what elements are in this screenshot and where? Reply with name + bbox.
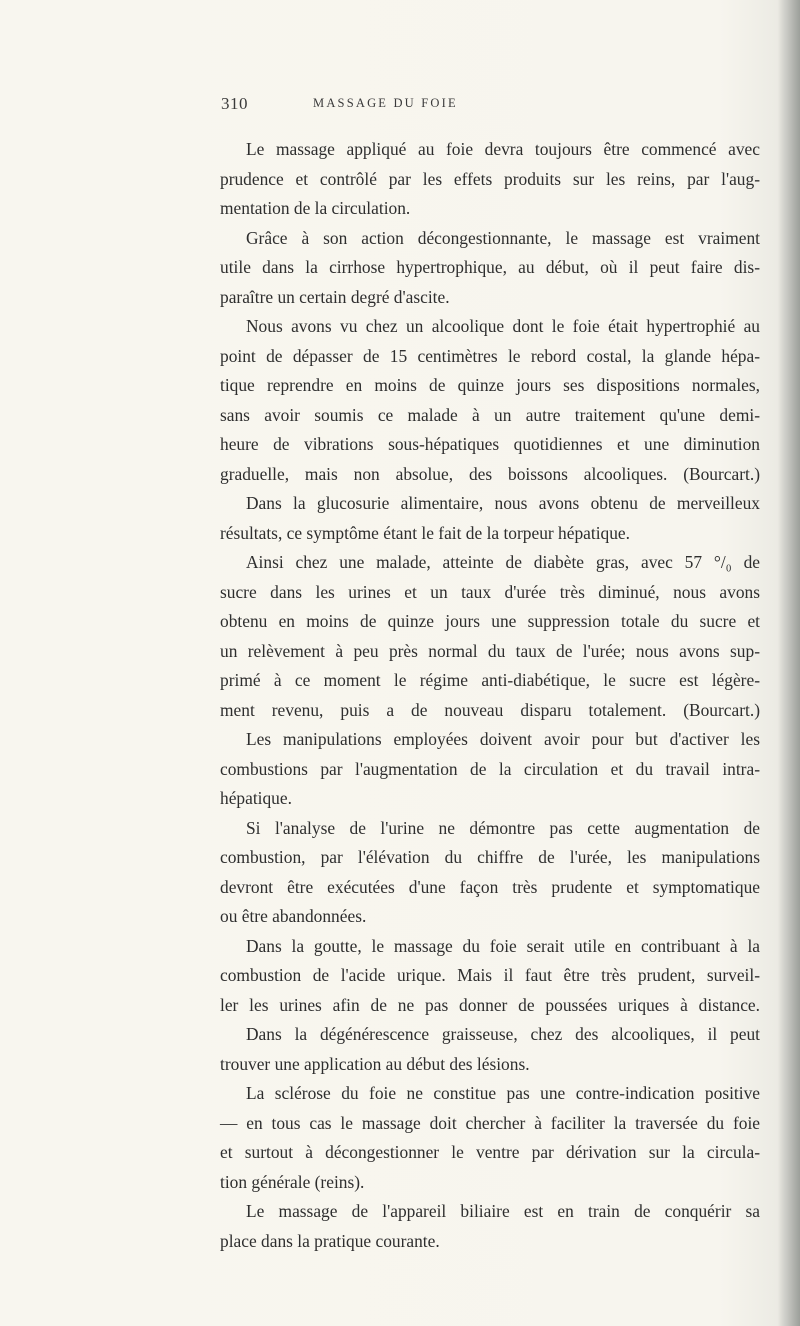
text-line: devront être exécutées d'une façon très prudente et symptomatique <box>220 876 760 897</box>
text-line: un relèvement à peu près normal du taux de l'urée; nous avons sup- <box>220 640 760 661</box>
text-line: ou être abandonnées. <box>220 906 367 926</box>
text-line: — en tous cas le massage doit chercher à faciliter la traversée du foie <box>220 1112 760 1133</box>
text-line: Nous avons vu chez un alcoolique dont le foie était hypertrophié au <box>246 316 760 336</box>
text-line: mentation de la circulation. <box>220 198 411 218</box>
text-line: sans avoir soumis ce malade à un autre traitement qu'une demi- <box>220 404 760 425</box>
text-line: résultats, ce symptôme étant le fait de la torpeur hépatique. <box>220 522 630 543</box>
text-line: prudence et contrôlé par les effets produits sur les reins, par l'aug- <box>220 168 760 189</box>
body-text <box>220 135 760 1256</box>
text-line: Si l'analyse de l'urine ne démontre pas cette augmentation de <box>246 817 760 838</box>
text-line: Dans la dégénérescence graisseuse, chez des alcooliques, il peut <box>246 1024 760 1044</box>
text-line: combustions par l'augmentation de la circulation et du travail intra- <box>220 758 760 779</box>
page-number: 310 <box>221 94 248 113</box>
text-line: place dans la pratique courante. <box>220 1230 440 1251</box>
text-line: heure de vibrations sous-hépatiques quotidiennes et une diminution <box>220 434 760 454</box>
text-line: sucre dans les urines et un taux d'urée très diminué, nous avons <box>220 581 760 602</box>
text-line: Dans la goutte, le massage du foie serait utile en contribuant à la <box>246 935 760 956</box>
text-line: tion générale (reins). <box>220 1171 365 1192</box>
page-header <box>221 94 741 114</box>
text-line: La sclérose du foie ne constitue pas une contre-indication positive <box>246 1083 760 1103</box>
text-line: hépatique. <box>220 788 292 808</box>
text-line: combustion, par l'élévation du chiffre de l'urée, les manipulations <box>220 847 760 867</box>
text-line: Dans la glucosurie alimentaire, nous avons obtenu de merveilleux <box>246 493 760 513</box>
text-line: et surtout à décongestionner le ventre par dérivation sur la circula- <box>220 1142 760 1162</box>
text-line: Le massage appliqué au foie devra toujours être commencé avec <box>246 139 760 159</box>
text-line: trouver une application au début des lésions. <box>220 1053 530 1074</box>
text-line: obtenu en moins de quinze jours une suppression totale du sucre et <box>220 611 760 631</box>
text-line: point de dépasser de 15 centimètres le rebord costal, la glande hépa- <box>220 345 760 366</box>
text-line: paraître un certain degré d'ascite. <box>220 286 450 307</box>
running-head: MASSAGE DU FOIE <box>313 96 458 110</box>
page-binding-edge <box>778 0 800 1326</box>
text-line: utile dans la cirrhose hypertrophique, au début, où il peut faire dis- <box>220 257 760 277</box>
text-line: Grâce à son action décongestionnante, le massage est vraiment <box>246 227 760 248</box>
text-line: ment revenu, puis a de nouveau disparu totalement. (Bourcart.) <box>220 699 760 720</box>
text-line: tique reprendre en moins de quinze jours ses dispositions normales, <box>220 375 760 395</box>
text-line: combustion de l'acide urique. Mais il faut être très prudent, surveil- <box>220 965 760 985</box>
text-line: graduelle, mais non absolue, des boissons alcooliques. (Bourcart.) <box>220 463 760 484</box>
text-line: Ainsi chez une malade, atteinte de diabète gras, avec 57 °/₀ de <box>246 552 760 572</box>
text-line: primé à ce moment le régime anti-diabétique, le sucre est légère- <box>220 670 760 690</box>
text-line: Le massage de l'appareil biliaire est en train de conquérir sa <box>246 1201 760 1221</box>
text-line: ler les urines afin de ne pas donner de poussées uriques à distance. <box>220 994 760 1015</box>
text-line: Les manipulations employées doivent avoir pour but d'activer les <box>246 729 760 749</box>
